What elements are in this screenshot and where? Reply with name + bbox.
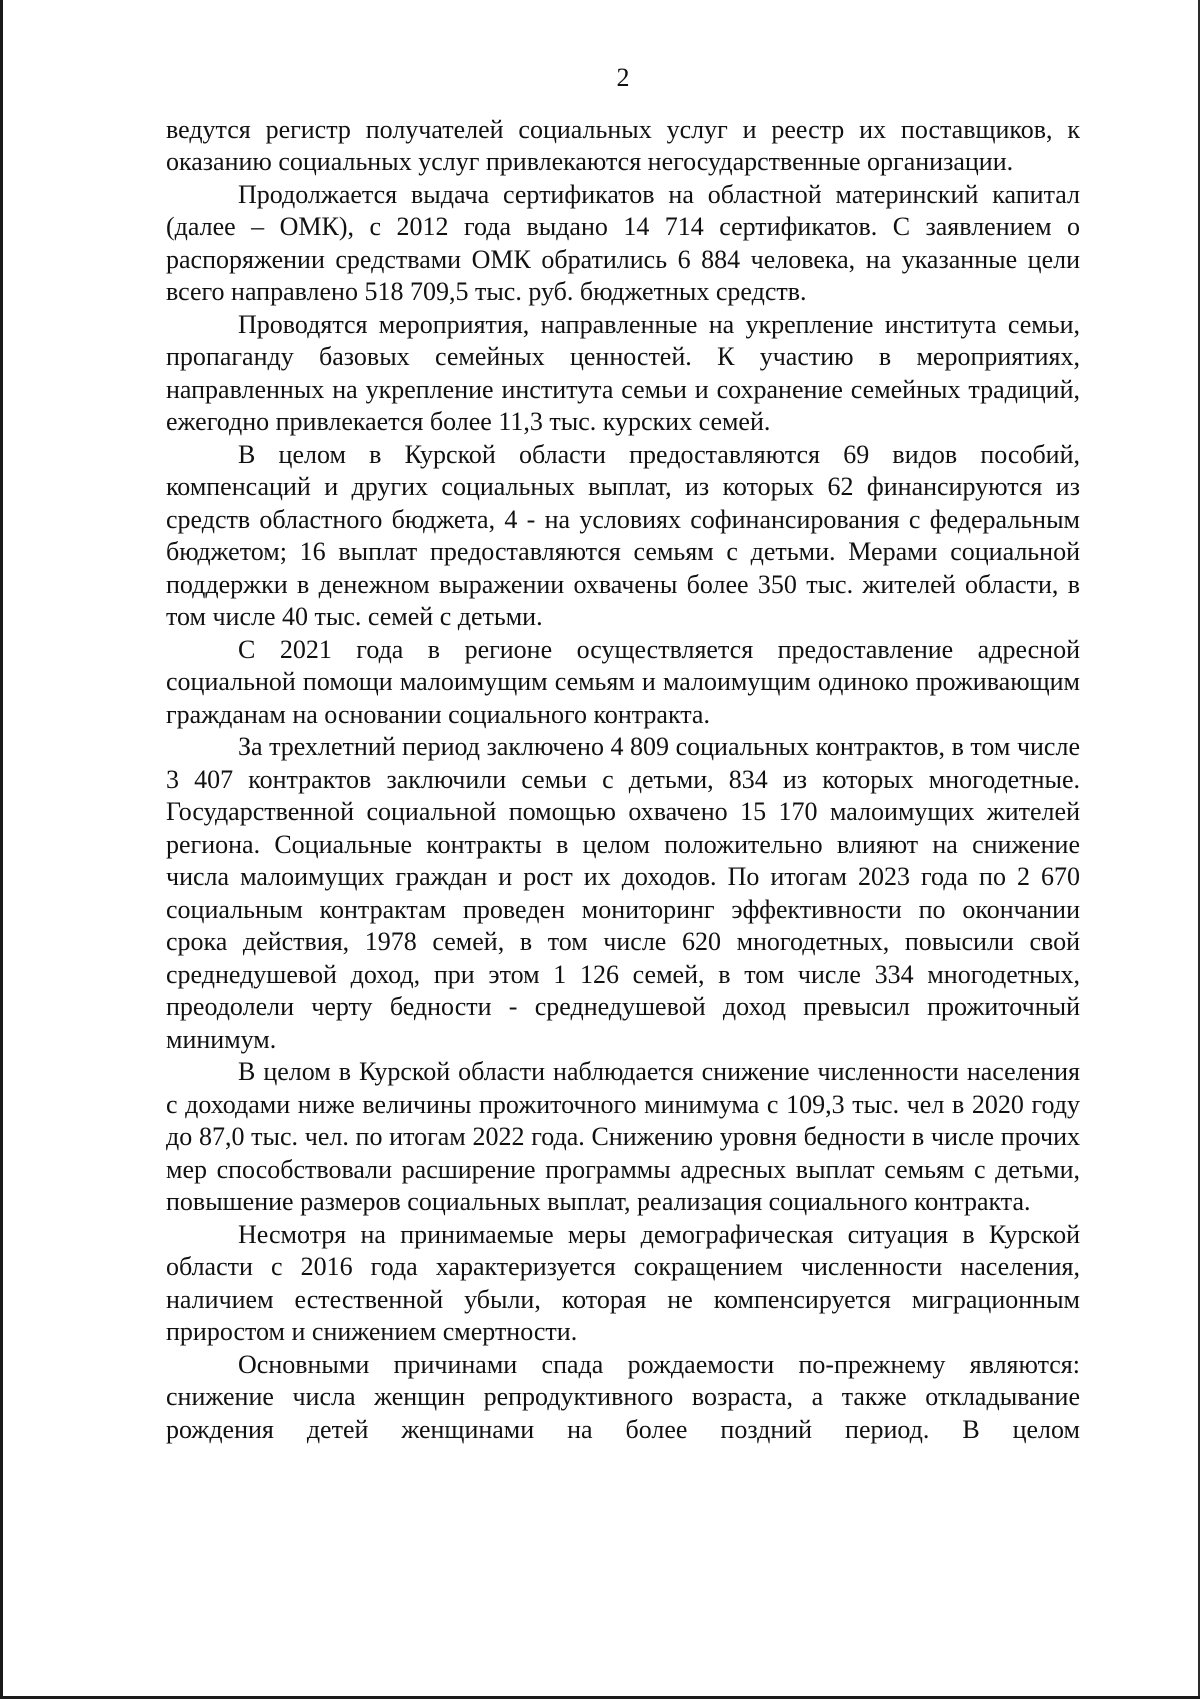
paragraph-social-contracts: За трехлетний период заключено 4 809 социальных контрактов, в том числе 3 407 контрактов заключили семьи с детьми, 834 из которых многодетные. Государственной социальной помощью охвачено 15 170 малоимущих жителей региона. Социальные контракты в целом положительно влияют на снижение числа малоимущих граждан и рост их доходов. По итогам 2023 года по 2 670 социальным контрактам проведен мониторинг эффективности по окончании срока действия, 1978 семей, в том числе 620 многодетных, повысили свой среднедушевой доход, при этом 1 126 семей, в том числе 334 многодетных, преодолели черту бедности - среднедушевой доход превысил прожиточный минимум.: [166, 732, 1080, 1054]
paragraph-demographic-situation: Несмотря на принимаемые меры демографическая ситуация в Курской области с 2016 года характеризуется сокращением численности населения, наличием естественной убыли, которая не компенсируется миграционным приростом и снижением смертности.: [166, 1219, 1080, 1346]
paragraph-continuation: ведутся регистр получателей социальных услуг и реестр их поставщиков, к оказанию социальных услуг привлекаются негосударственные организации.: [166, 114, 1080, 176]
scan-border-left: [0, 0, 3, 1699]
document-page: [166, 62, 1080, 1446]
paragraph-birth-rate-causes: Основными причинами спада рождаемости по-прежнему являются: снижение числа женщин репродуктивного возраста, а также откладывание рождения детей женщинами на более поздний период. В целом: [166, 1349, 1080, 1444]
paragraph-poverty-reduction: В целом в Курской области наблюдается снижение численности населения с доходами ниже величины прожиточного минимума с 109,3 тыс. чел в 2020 году до 87,0 тыс. чел. по итогам 2022 года. Снижению уровня бедности в числе прочих мер способствовали расширение программы адресных выплат семьям с детьми, повышение размеров социальных выплат, реализация социального контракта.: [166, 1057, 1080, 1216]
paragraph-social-assistance: С 2021 года в регионе осуществляется предоставление адресной социальной помощи малоимущим семьям и малоимущим одиноко проживающим гражданам на основании социального контракта.: [166, 634, 1080, 729]
paragraph-family-events: Проводятся мероприятия, направленные на укрепление института семьи, пропаганду базовых семейных ценностей. К участию в мероприятиях, направленных на укрепление института семьи и сохранение семейных традиций, ежегодно привлекается более 11,3 тыс. курских семей.: [166, 309, 1080, 436]
page-number: 2: [616, 63, 630, 92]
paragraph-maternity-capital: Продолжается выдача сертификатов на областной материнский капитал (далее – ОМК), с 2012 года выдано 14 714 сертификатов. С заявлением о распоряжении средствами ОМК обратились 6 884 человека, на указанные цели всего направлено 518 709,5 тыс. руб. бюджетных средств.: [166, 179, 1080, 306]
paragraph-social-payments: В целом в Курской области предоставляются 69 видов пособий, компенсаций и других социальных выплат, из которых 62 финансируются из средств областного бюджета, 4 - на условиях софинансирования с федеральным бюджетом; 16 выплат предоставляются семьям с детьми. Мерами социальной поддержки в денежном выражении охвачены более 350 тыс. жителей области, в том числе 40 тыс. семей с детьми.: [166, 439, 1080, 631]
